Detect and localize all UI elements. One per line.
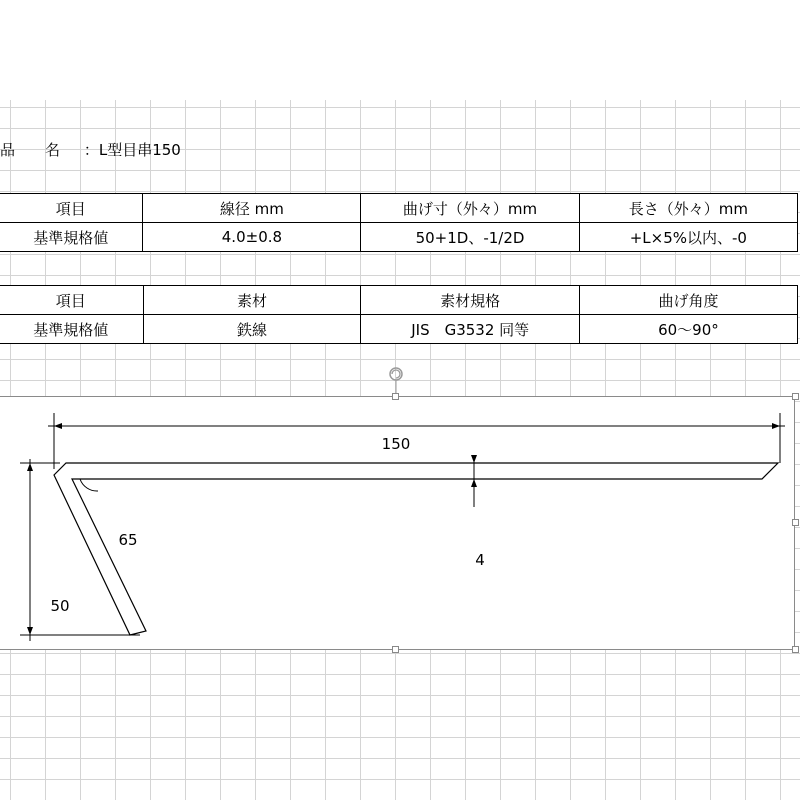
table-cell: 60～90° [579, 315, 797, 344]
table-cell: 基準規格値 [0, 315, 143, 344]
arrow-left-icon [54, 423, 62, 429]
table-header-cell: 線径 mm [143, 194, 361, 223]
resize-handle-right[interactable] [792, 519, 799, 526]
arrow-up-icon [471, 479, 477, 487]
table-cell: +L×5%以内、-0 [579, 223, 797, 252]
table-header-cell: 項目 [0, 286, 143, 315]
table-header-cell: 素材規格 [361, 286, 579, 315]
l-bar-outline [54, 463, 778, 635]
top-margin [0, 0, 800, 100]
table-header-cell: 項目 [0, 194, 143, 223]
table-cell: 4.0±0.8 [143, 223, 361, 252]
diameter-label: 4 [475, 551, 485, 569]
arrow-right-icon [772, 423, 780, 429]
table-header-row [0, 194, 798, 223]
resize-handle-top[interactable] [392, 393, 399, 400]
resize-handle-bottom[interactable] [392, 646, 399, 653]
table-cell: 50+1D、-1/2D [361, 223, 579, 252]
l-bar-drawing [0, 397, 795, 651]
product-name-value: ：L型目串150 [83, 141, 181, 159]
table-cell: JIS G3532 同等 [361, 315, 579, 344]
table-header-cell: 長さ（外々）mm [579, 194, 797, 223]
table-header-cell: 曲げ角度 [579, 286, 797, 315]
arrow-up-icon [27, 463, 33, 471]
spec-table-material [0, 285, 798, 344]
table-cell: 鉄線 [143, 315, 361, 344]
angle-arc [80, 479, 98, 491]
diagonal-label: 65 [118, 531, 138, 549]
resize-handle-top-right[interactable] [792, 393, 799, 400]
table-row [0, 223, 798, 252]
table-header-cell: 素材 [143, 286, 361, 315]
table-cell: 基準規格値 [0, 223, 143, 252]
arrow-down-icon [27, 627, 33, 635]
spec-table-dimensions [0, 193, 798, 252]
resize-handle-bottom-right[interactable] [792, 646, 799, 653]
length-label: 150 [381, 435, 411, 453]
table-header-row [0, 286, 798, 315]
height-label: 50 [50, 597, 70, 615]
product-name-label: 品 名 [0, 141, 61, 159]
arrow-down-icon [471, 455, 477, 463]
selected-drawing-frame[interactable] [0, 396, 795, 650]
table-header-cell: 曲げ寸（外々）mm [361, 194, 579, 223]
table-row [0, 315, 798, 344]
product-name-line [0, 138, 181, 162]
